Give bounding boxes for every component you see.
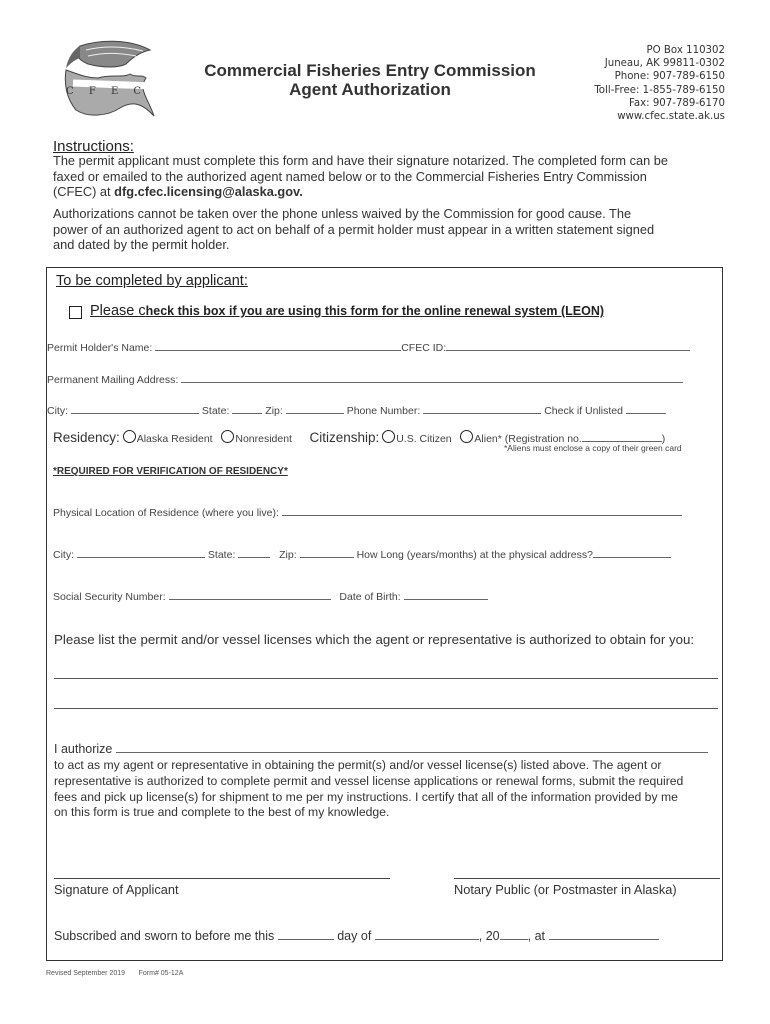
sworn-location-input[interactable] (549, 929, 659, 940)
phone-label: Phone Number: (346, 405, 421, 417)
footer (46, 970, 183, 977)
permit-holder-row (47, 341, 690, 354)
para2-line: and dated by the permit holder. (53, 237, 230, 252)
how-long-label: How Long (years/months) at the physical address? (356, 549, 593, 561)
ssn-dob-row (53, 590, 488, 603)
title-line-1: Commercial Fisheries Entry Commission (204, 61, 536, 80)
applicant-form-box (46, 267, 723, 961)
auth-line: on this form is true and complete to the best of my knowledge. (54, 805, 390, 820)
contact-city: Juneau, AK 99811-0302 (604, 58, 725, 70)
state-label: State: (201, 405, 230, 417)
required-residency-note: *REQUIRED FOR VERIFICATION OF RESIDENCY* (53, 466, 288, 477)
alien-close: ) (661, 433, 666, 445)
city-input[interactable] (71, 404, 199, 414)
para1-line: faxed or emailed to the authorized agent named below or to the Commercial Fisheries Entry Commission (53, 168, 647, 184)
form-heading: To be completed by applicant: (56, 273, 248, 289)
dob-input[interactable] (404, 590, 488, 600)
sworn-month-input[interactable] (375, 929, 479, 940)
contact-fax: Fax: 907-789-6170 (628, 97, 725, 109)
unlisted-input[interactable] (626, 404, 666, 414)
sworn-row (54, 929, 659, 943)
alaska-resident-radio[interactable] (123, 430, 136, 443)
instructions-para-2 (53, 206, 733, 253)
nonresident-radio[interactable] (221, 430, 234, 443)
authorize-row (54, 742, 708, 756)
leon-checkbox[interactable] (69, 306, 82, 319)
contact-po-box: PO Box 110302 (646, 45, 725, 56)
how-long-input[interactable] (593, 548, 671, 558)
notary-line[interactable] (454, 878, 720, 879)
alaska-resident-label: Alaska Resident (136, 433, 213, 445)
physical-city-row (53, 548, 671, 561)
alien-registration-input[interactable] (582, 432, 662, 442)
phone-input[interactable] (423, 404, 541, 414)
state2-label: State: (207, 549, 236, 561)
alien-label: Alien* (Registration no. (474, 433, 582, 445)
year-prefix: , 20 (478, 929, 500, 943)
physical-location-row (53, 506, 682, 519)
leon-checkbox-label (90, 303, 604, 319)
physical-location-input[interactable] (282, 506, 682, 516)
title-line-2: Agent Authorization (289, 80, 451, 99)
form-number: Form# 05-12A (138, 970, 184, 977)
license-list-line-2[interactable] (54, 708, 718, 709)
leon-label-rest: heck this box if you are using this form for the online renewal system (LEON) (145, 304, 605, 318)
revised-date: Revised September 2019 (46, 970, 125, 977)
residency-label: Residency: (53, 430, 120, 445)
licensing-email[interactable]: dfg.cfec.licensing@alaska.gov. (114, 184, 303, 199)
mailing-address-input[interactable] (181, 373, 683, 383)
instructions-para-1 (53, 153, 733, 200)
mailing-city-row (47, 404, 666, 417)
contact-block (594, 44, 725, 123)
auth-line: to act as my agent or representative in obtaining the permit(s) and/or vessel license(s) listed above. The agent or (54, 758, 662, 772)
zip-input[interactable] (286, 404, 344, 414)
contact-phone: Phone: 907-789-6150 (614, 71, 725, 83)
at-label: , at (527, 929, 546, 943)
auth-line: fees and pick up license(s) for shipment to me per my instructions. I certify that all of the information provided by me (54, 789, 678, 804)
ssn-label: Social Security Number: (53, 591, 166, 603)
citizenship-label: Citizenship: (309, 430, 380, 445)
nonresident-label: Nonresident (235, 433, 292, 445)
zip2-label: Zip: (279, 549, 297, 561)
state-input[interactable] (232, 404, 262, 414)
cfec-id-input[interactable] (446, 341, 690, 351)
signature-label: Signature of Applicant (54, 882, 179, 897)
city2-label: City: (53, 549, 74, 561)
physical-location-label: Physical Location of Residence (where you live): (53, 507, 279, 519)
license-list-prompt: Please list the permit and/or vessel licenses which the agent or representative is authorized to obtain for you: (54, 632, 695, 647)
para2-line: power of an authorized agent to act on behalf of a permit holder must appear in a written statement signed (53, 221, 655, 237)
logo-text: C F E C (66, 86, 148, 97)
us-citizen-label: U.S. Citizen (396, 433, 452, 445)
dob-label: Date of Birth: (339, 591, 401, 603)
authorize-label: I authorize (54, 742, 113, 756)
sworn-label: Subscribed and sworn to before me this (54, 929, 275, 943)
city-label: City: (47, 405, 68, 417)
signature-line[interactable] (54, 878, 390, 879)
license-list-line-1[interactable] (54, 678, 718, 679)
para1-prefix: (CFEC) at (53, 184, 115, 199)
leon-label-prefix: Please c (90, 303, 146, 319)
instructions-heading: Instructions: (53, 138, 134, 155)
us-citizen-radio[interactable] (382, 430, 395, 443)
mailing-address-row (47, 373, 683, 386)
day-of-label: day of (337, 929, 372, 943)
cfec-logo (58, 38, 163, 120)
para1-line-last (53, 184, 733, 200)
permit-holder-label: Permit Holder's Name: (47, 342, 153, 354)
unlisted-label: Check if Unlisted (544, 405, 623, 417)
contact-website[interactable]: www.cfec.state.ak.us (617, 111, 725, 123)
zip-label: Zip: (265, 405, 283, 417)
city2-input[interactable] (77, 548, 205, 558)
sworn-year-input[interactable] (500, 929, 528, 940)
cfec-id-label: CFEC ID: (401, 342, 447, 354)
permit-holder-input[interactable] (155, 341, 401, 351)
contact-tollfree: Toll-Free: 1-855-789-6150 (594, 84, 725, 96)
notary-label: Notary Public (or Postmaster in Alaska) (454, 882, 677, 897)
para2-line: Authorizations cannot be taken over the phone unless waived by the Commission for good cause. The (53, 206, 632, 221)
para1-line: The permit applicant must complete this form and have their signature notarized. The completed form can be (53, 153, 669, 168)
alien-note: *Aliens must enclose a copy of their green card (504, 443, 682, 453)
auth-line: representative is authorized to complete permit and vessel license applications or renewal forms, submit the required (54, 773, 684, 788)
state2-input[interactable] (238, 548, 270, 558)
sworn-day-input[interactable] (278, 929, 334, 940)
zip2-input[interactable] (300, 548, 354, 558)
agent-name-input[interactable] (116, 742, 708, 753)
alien-radio[interactable] (460, 430, 473, 443)
ssn-input[interactable] (169, 590, 331, 600)
mailing-address-label: Permanent Mailing Address: (47, 374, 179, 386)
authorization-text (54, 758, 683, 821)
